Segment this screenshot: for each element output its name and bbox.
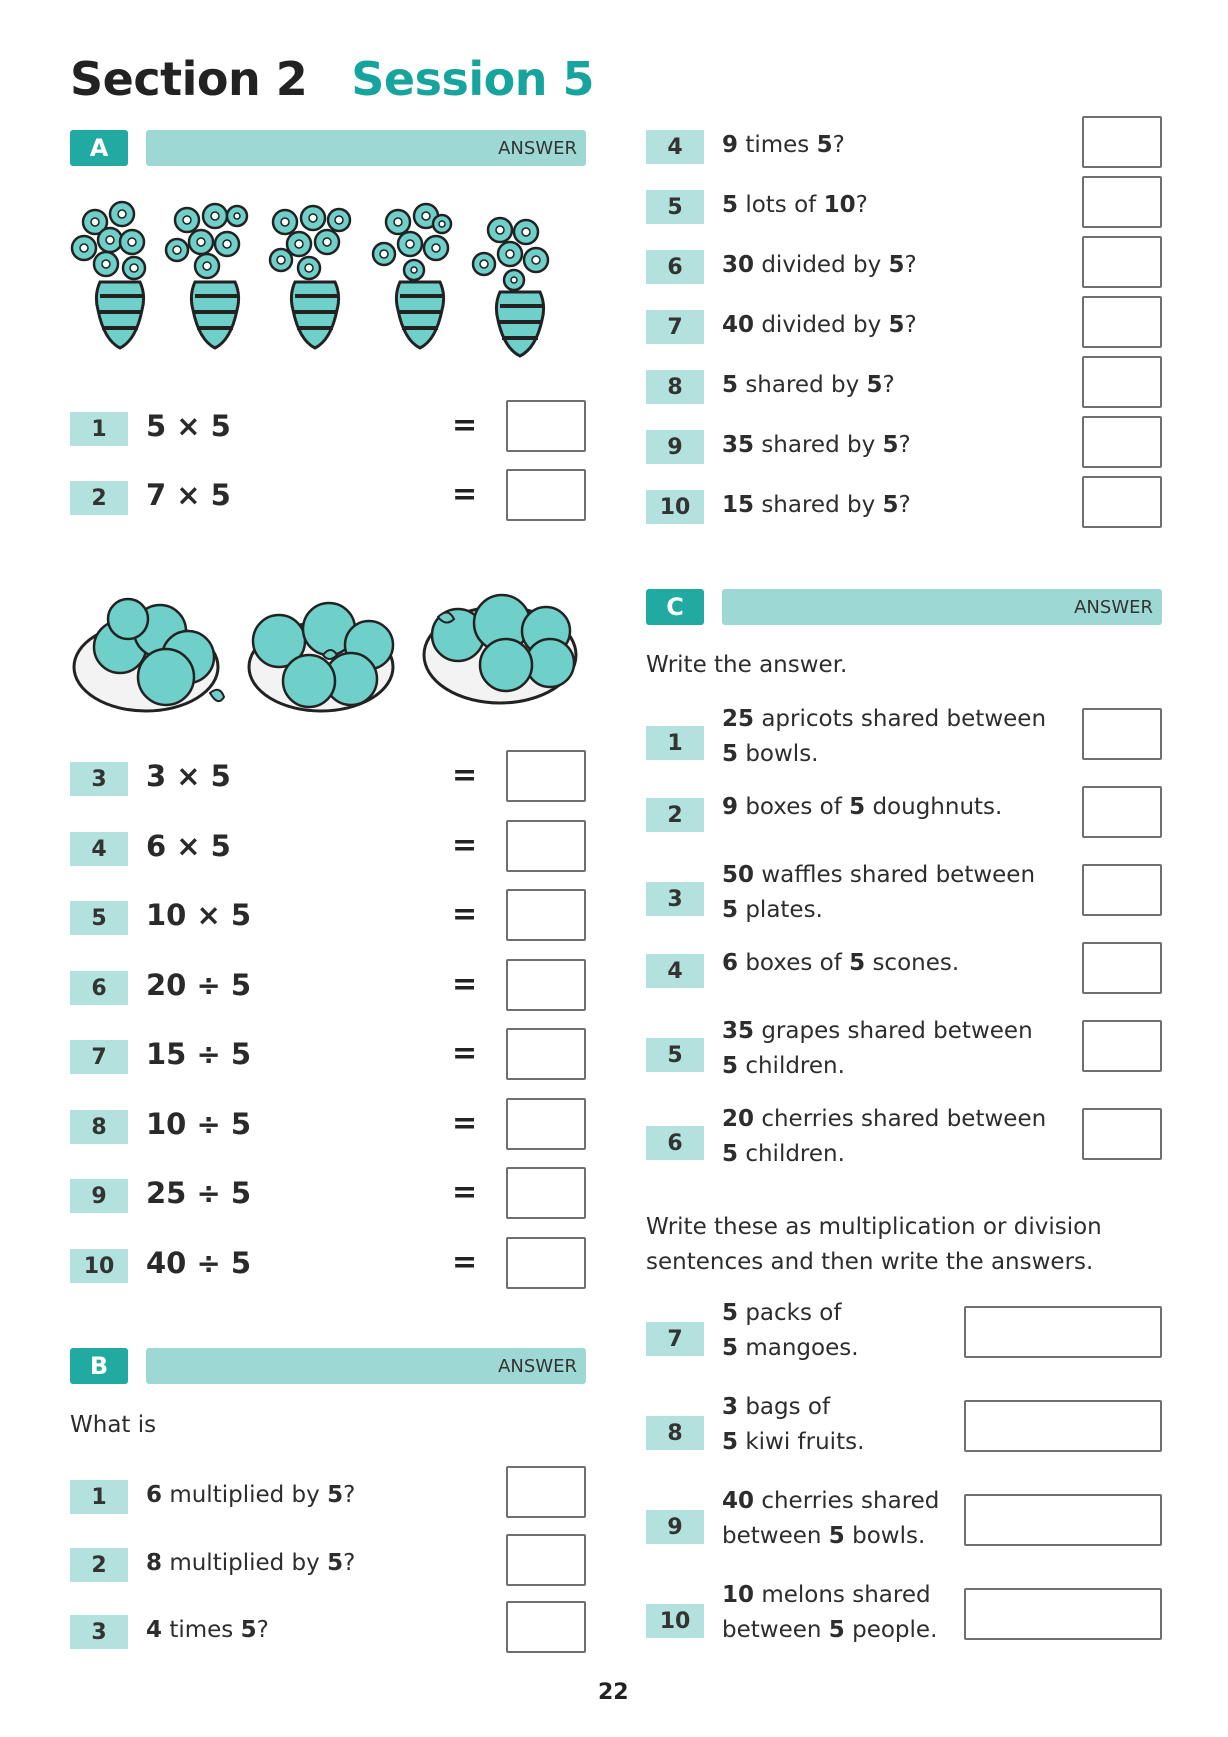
- answer-strip: [146, 130, 586, 166]
- answer-box[interactable]: [506, 1534, 586, 1586]
- answer-box[interactable]: [1082, 236, 1162, 288]
- section-a-header: [70, 130, 586, 166]
- equals-sign: =: [452, 1036, 478, 1071]
- question-number: 1: [646, 726, 704, 760]
- math-expression: 40 ÷ 5: [146, 1246, 252, 1280]
- bold-number: 5: [828, 1523, 845, 1549]
- question-number: 1: [70, 412, 128, 446]
- section-c-intro: Write the answer.: [646, 652, 848, 678]
- question-text: [722, 858, 1052, 928]
- text-part: cherries shared: [754, 1488, 940, 1514]
- text-part: ?: [343, 1550, 356, 1576]
- text-part: people.: [844, 1617, 938, 1643]
- vase-icon: [72, 202, 548, 356]
- answer-box[interactable]: [1082, 416, 1162, 468]
- text-part: ?: [904, 252, 917, 278]
- math-expression: 5 × 5: [146, 409, 231, 443]
- bold-number: 5: [722, 192, 739, 218]
- answer-label: ANSWER: [498, 1355, 577, 1377]
- bold-number: 8: [146, 1550, 163, 1576]
- apple-bowls-icon: [70, 585, 590, 725]
- bold-number: 30: [722, 252, 755, 278]
- answer-box[interactable]: [1082, 1108, 1162, 1160]
- bold-number: 5: [722, 897, 739, 923]
- answer-box[interactable]: [506, 469, 586, 521]
- text-part: plates.: [738, 897, 823, 923]
- question-number: 4: [70, 832, 128, 866]
- bold-number: 10: [722, 1582, 755, 1608]
- text-part: ?: [904, 312, 917, 338]
- question-text: [722, 188, 868, 223]
- bold-number: 9: [722, 794, 739, 820]
- question-text: [722, 946, 1052, 981]
- text-part: multiplied by: [162, 1550, 328, 1576]
- question-number: 3: [646, 882, 704, 916]
- equals-sign: =: [452, 477, 478, 512]
- text-part: kiwi fruits.: [738, 1429, 865, 1455]
- answer-box[interactable]: [1082, 116, 1162, 168]
- equals-sign: =: [452, 758, 478, 793]
- bold-number: 15: [722, 492, 755, 518]
- bold-number: 5: [722, 1300, 739, 1326]
- answer-box[interactable]: [506, 1466, 586, 1518]
- bold-number: 5: [240, 1617, 257, 1643]
- page-number: 22: [598, 1680, 629, 1705]
- question-text: [146, 1546, 355, 1581]
- bold-number: 3: [722, 1394, 739, 1420]
- question-text: [722, 248, 917, 283]
- flower-vases-icon: [70, 200, 590, 370]
- text-part: divided by: [754, 252, 889, 278]
- text-part: multiplied by: [162, 1482, 328, 1508]
- text-part: shared by: [754, 492, 883, 518]
- session-title: Session 5: [351, 52, 594, 106]
- text-part: times: [162, 1617, 241, 1643]
- question-number: 9: [646, 430, 704, 464]
- answer-box[interactable]: [1082, 942, 1162, 994]
- question-number: 2: [70, 1548, 128, 1582]
- question-number: 10: [646, 490, 704, 524]
- bold-number: 5: [828, 1617, 845, 1643]
- question-number: 8: [646, 370, 704, 404]
- answer-box[interactable]: [506, 1098, 586, 1150]
- question-number: 9: [70, 1179, 128, 1213]
- question-number: 3: [70, 1615, 128, 1649]
- question-number: 4: [646, 130, 704, 164]
- answer-strip: [146, 1348, 586, 1384]
- question-number: 8: [646, 1416, 704, 1450]
- text-part: packs of: [738, 1300, 842, 1326]
- answer-label: ANSWER: [1074, 596, 1153, 618]
- equals-sign: =: [452, 1106, 478, 1141]
- answer-strip: [722, 589, 1162, 625]
- equals-sign: =: [452, 897, 478, 932]
- bold-number: 40: [722, 312, 755, 338]
- question-text: [722, 128, 845, 163]
- answer-box[interactable]: [506, 750, 586, 802]
- text-part: grapes shared between: [754, 1018, 1033, 1044]
- section-c-badge: C: [646, 589, 704, 625]
- text-part: melons shared: [754, 1582, 931, 1608]
- question-number: 7: [646, 1322, 704, 1356]
- answer-box[interactable]: [506, 820, 586, 872]
- section-b-header: [70, 1348, 586, 1384]
- answer-box[interactable]: [964, 1494, 1162, 1546]
- math-expression: 25 ÷ 5: [146, 1176, 252, 1210]
- text-part: apricots shared between: [754, 706, 1047, 732]
- question-text: [722, 428, 911, 463]
- equals-sign: =: [452, 1245, 478, 1280]
- question-text: [722, 1102, 1052, 1172]
- section-a-badge: A: [70, 130, 128, 166]
- bold-number: 40: [722, 1488, 755, 1514]
- equals-sign: =: [452, 1175, 478, 1210]
- math-expression: 15 ÷ 5: [146, 1037, 252, 1071]
- text-part: ?: [898, 492, 911, 518]
- question-text: [722, 790, 1052, 825]
- question-number: 8: [70, 1110, 128, 1144]
- question-text: [722, 1390, 864, 1460]
- math-expression: 3 × 5: [146, 759, 231, 793]
- text-part: boxes of: [738, 950, 850, 976]
- question-number: 5: [646, 190, 704, 224]
- section-c-intro-2: Write these as multiplication or division sentences and then write the answers.: [646, 1214, 1102, 1275]
- page-title: [70, 52, 594, 106]
- section-b-badge: B: [70, 1348, 128, 1384]
- bold-number: 35: [722, 432, 755, 458]
- bold-number: 5: [722, 1429, 739, 1455]
- section-title: Section 2: [70, 52, 308, 106]
- question-text: [722, 1484, 939, 1554]
- math-expression: 10 × 5: [146, 898, 252, 932]
- question-text: [722, 488, 911, 523]
- section-c-header: [646, 589, 1162, 625]
- bold-number: 6: [722, 950, 739, 976]
- text-part: ?: [882, 372, 895, 398]
- answer-box[interactable]: [1082, 864, 1162, 916]
- answer-box[interactable]: [1082, 296, 1162, 348]
- answer-box[interactable]: [964, 1306, 1162, 1358]
- answer-box[interactable]: [506, 1237, 586, 1289]
- question-text: [722, 1296, 859, 1366]
- question-number: 5: [70, 901, 128, 935]
- answer-box[interactable]: [964, 1588, 1162, 1640]
- question-number: 6: [646, 1126, 704, 1160]
- text-part: cherries shared between: [754, 1106, 1047, 1132]
- text-part: boxes of: [738, 794, 850, 820]
- text-part: bags of: [738, 1394, 831, 1420]
- bold-number: 5: [882, 492, 899, 518]
- question-number: 10: [646, 1604, 704, 1638]
- equals-sign: =: [452, 408, 478, 443]
- question-number: 3: [70, 762, 128, 796]
- math-expression: 10 ÷ 5: [146, 1107, 252, 1141]
- text-part: ?: [898, 432, 911, 458]
- bold-number: 5: [888, 252, 905, 278]
- bold-number: 20: [722, 1106, 755, 1132]
- bold-number: 5: [888, 312, 905, 338]
- text-part: children.: [738, 1141, 845, 1167]
- bold-number: 35: [722, 1018, 755, 1044]
- answer-box[interactable]: [506, 400, 586, 452]
- bold-number: 5: [816, 132, 833, 158]
- math-expression: 20 ÷ 5: [146, 968, 252, 1002]
- answer-box[interactable]: [506, 1601, 586, 1653]
- text-part: ?: [343, 1482, 356, 1508]
- question-text: [146, 1613, 269, 1648]
- text-part: lots of: [738, 192, 824, 218]
- bold-number: 5: [849, 950, 866, 976]
- bold-number: 5: [722, 372, 739, 398]
- question-number: 4: [646, 954, 704, 988]
- answer-box[interactable]: [964, 1400, 1162, 1452]
- text-part: ?: [832, 132, 845, 158]
- question-text: [146, 1478, 355, 1513]
- text-part: between: [722, 1617, 829, 1643]
- bold-number: 9: [722, 132, 739, 158]
- answer-box[interactable]: [1082, 356, 1162, 408]
- question-number: 6: [646, 250, 704, 284]
- text-part: ?: [256, 1617, 269, 1643]
- section-b-intro: What is: [70, 1412, 157, 1438]
- answer-label: ANSWER: [498, 137, 577, 159]
- text-part: times: [738, 132, 817, 158]
- bold-number: 10: [823, 192, 856, 218]
- text-part: scones.: [865, 950, 960, 976]
- bold-number: 5: [722, 1141, 739, 1167]
- answer-box[interactable]: [1082, 786, 1162, 838]
- question-text: [722, 1014, 1052, 1084]
- answer-box[interactable]: [1082, 176, 1162, 228]
- bold-number: 5: [849, 794, 866, 820]
- answer-box[interactable]: [506, 889, 586, 941]
- question-number: 2: [646, 798, 704, 832]
- text-part: between: [722, 1523, 829, 1549]
- text-part: mangoes.: [738, 1335, 859, 1361]
- question-text: [722, 368, 895, 403]
- question-number: 1: [70, 1480, 128, 1514]
- answer-box[interactable]: [506, 1028, 586, 1080]
- equals-sign: =: [452, 828, 478, 863]
- question-text: [722, 1578, 937, 1648]
- question-number: 7: [70, 1040, 128, 1074]
- text-part: children.: [738, 1053, 845, 1079]
- bold-number: 5: [866, 372, 883, 398]
- text-part: bowls.: [738, 741, 819, 767]
- bold-number: 25: [722, 706, 755, 732]
- question-number: 5: [646, 1038, 704, 1072]
- bold-number: 5: [722, 1335, 739, 1361]
- bold-number: 4: [146, 1617, 163, 1643]
- math-expression: 6 × 5: [146, 829, 231, 863]
- bold-number: 5: [722, 1053, 739, 1079]
- answer-box[interactable]: [1082, 708, 1162, 760]
- bold-number: 5: [722, 741, 739, 767]
- bold-number: 6: [146, 1482, 163, 1508]
- question-text: [722, 702, 1052, 772]
- answer-box[interactable]: [1082, 1020, 1162, 1072]
- question-text: [722, 308, 917, 343]
- question-number: 7: [646, 310, 704, 344]
- question-number: 6: [70, 971, 128, 1005]
- bold-number: 5: [882, 432, 899, 458]
- question-number: 2: [70, 481, 128, 515]
- bold-number: 5: [327, 1482, 344, 1508]
- equals-sign: =: [452, 967, 478, 1002]
- question-number: 10: [70, 1249, 128, 1283]
- text-part: waffles shared between: [754, 862, 1036, 888]
- answer-box[interactable]: [506, 959, 586, 1011]
- bold-number: 50: [722, 862, 755, 888]
- text-part: doughnuts.: [865, 794, 1003, 820]
- text-part: bowls.: [844, 1523, 926, 1549]
- text-part: ?: [855, 192, 868, 218]
- text-part: shared by: [754, 432, 883, 458]
- answer-box[interactable]: [1082, 476, 1162, 528]
- text-part: divided by: [754, 312, 889, 338]
- answer-box[interactable]: [506, 1167, 586, 1219]
- text-part: shared by: [738, 372, 867, 398]
- bold-number: 5: [327, 1550, 344, 1576]
- math-expression: 7 × 5: [146, 478, 231, 512]
- question-number: 9: [646, 1510, 704, 1544]
